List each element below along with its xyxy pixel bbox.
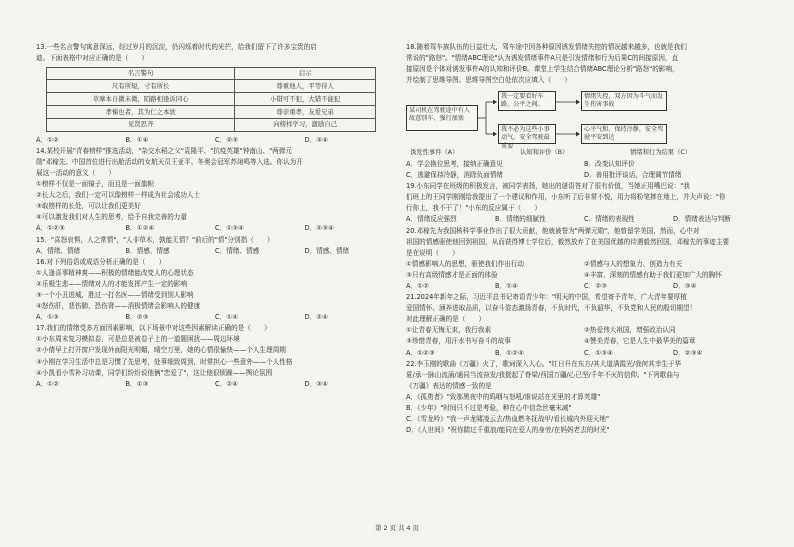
option: B．①②④	[125, 224, 155, 233]
option: A．①②	[36, 135, 59, 144]
table-cell: 见贤思齐	[47, 118, 235, 131]
q22-choice: A．《孤勇者》"致那黑夜中的呜咽与怒吼/谁说站在光里的才算英雄"	[406, 392, 601, 401]
option: C．②④	[215, 379, 239, 388]
q21-line: 爱国情怀、涵养进取品质，以奋斗姿态激扬青春，不负时代，不负韶华，不负党和人民的殷切期望！	[406, 304, 697, 313]
q14-line: ③取榜样的长处，可以让我们更美好	[36, 202, 141, 211]
table-cell: 尺有所短，寸有所长	[47, 80, 235, 93]
table-header-cell: 名言警句	[47, 67, 235, 80]
cognition-box-top: 我一定要看好车路，公平之间。	[498, 91, 556, 111]
statement: ②热爱伟大祖国，增强政治认同	[584, 326, 676, 335]
table-row	[47, 93, 376, 106]
table-cell: 向榜样学习，激励自己	[235, 118, 376, 131]
q22-choice: D．《人世间》"祝你踏过千重浪/能同在爱人的身旁/在妈妈老去的时光"	[406, 426, 610, 435]
q18-line: 常说的"路怒"。"情绪ABC理论"认为诱发情绪事件A只是引发情绪和行为后果C的间接原因，直	[406, 54, 679, 63]
option: D．②③④	[304, 224, 334, 233]
option: B．①③	[125, 379, 149, 388]
q18-line: 并绘制了思维导图。思维导图空白处依次应填入（ ）	[406, 76, 571, 85]
q14-options	[36, 223, 394, 234]
table-row	[47, 80, 376, 93]
statement: ④赞美青春，它是人生中最华美的篇章	[584, 337, 696, 346]
q18-options-row	[406, 159, 762, 170]
diagram-label: 认知和评价（B）	[520, 148, 569, 156]
option: C．逃避保持冷静，消除负面情绪	[406, 171, 503, 180]
q20-line: 是在说明（ ）	[406, 248, 459, 257]
option: D．善用批评谈话，合理调节情绪	[584, 171, 682, 180]
option: C．①④	[215, 313, 239, 322]
option: B．①②④	[495, 348, 524, 357]
q16-line: ②乐极生悲——情绪对人的才能发挥产生一定的影响	[36, 279, 187, 288]
table-cell: 草摩本自微末微，陌路相逢诉同心	[47, 93, 235, 106]
q21-line: 对此理解正确的是（ ）	[406, 315, 486, 324]
q14-line: 勋"邓稼先、中国首位进行出舱活动的女航天员王亚平、冬奥会冠军苏翊鸣等入选。你认为开	[36, 157, 303, 166]
q14-line: ④可以激发我们对人生的思考，给予自我完善的力量	[36, 213, 187, 222]
table-cell: 孝悌也者，其为仁之本欤	[47, 106, 235, 119]
option: D．③④	[304, 379, 328, 388]
option: D．②③④	[673, 348, 703, 357]
q22-line: 夏/承一脉山流涌/通同当流奋发/我挺起了脊梁/西国万疆/心已坚/千年不灭的信仰。"下列歌曲与	[406, 370, 680, 379]
option: B．情绪的细腻性	[495, 215, 546, 224]
q22-line: 22.李玉刚的歌曲《万疆》火了，歌词深入人心。"红日升在东方/其大道满霞光/我何其幸生于华	[406, 359, 682, 368]
q19-options	[406, 214, 762, 225]
q22-choice: C．《雪龙吟》"我一声龙啸凌云去/热血燃冬抚战甲/看长城内外迎天地"	[406, 415, 610, 424]
option: C．②③	[584, 282, 608, 290]
q16-options	[36, 312, 394, 323]
q17-line: ①小东周末复习模拟卷，可是总是被卷子上的一道题困扰——周边环境	[36, 335, 240, 344]
q20-statement-row	[406, 259, 762, 270]
q13-table	[46, 67, 376, 132]
table-header-row	[47, 67, 376, 80]
q17-line: ③小刚在学习生活中总是习惯了先思考，处事细致周到，时常担心一些意外——个人性格	[36, 357, 293, 366]
cognition-box-bottom: 我不必为这些小事动气，安全驾驶最重要	[498, 124, 556, 144]
option: C．情绪、情感	[215, 246, 260, 255]
option: A．学会换位思考，接纳正确意见	[406, 159, 503, 168]
q21-line: 21.2024年新年之际，习近平总书记寄语青少年："明天的中国，希望寄予青年，广大青年要厚植	[406, 293, 687, 302]
q20-line: 祖国的情感驱使他回到祖国，从而获得博士学位后，毅然放弃了在美国优越的待遇毅然回国，邓稼先的事迹主要	[406, 237, 730, 246]
q16-line: 16.对下列俗语或成语分析正确的是（ ）	[36, 257, 166, 266]
option: C．情绪的表现性	[584, 215, 635, 224]
table-cell: 尊亲重孝，友爱兄弟	[235, 106, 376, 119]
option: B．①④	[125, 135, 149, 144]
option: A．情绪、情绪	[36, 246, 81, 255]
q17-options	[36, 379, 394, 390]
statement: ③只有高级情感才是正面的体验	[406, 270, 498, 279]
option: A．①②	[36, 379, 59, 388]
statement: ④丰富、深刻的情感有助于我们更加广大的胸怀	[584, 270, 722, 279]
q20-line: 20.邓稼先为我国核科学事业作出了很大贡献，他就被誉为"两弹元勋"，他曾留学美国，然而，心中对	[406, 226, 700, 235]
page-footer: 第 2 页 共 4 页	[375, 524, 419, 532]
option: A．①②③	[406, 348, 435, 357]
option: D．情绪表达与判断	[673, 215, 731, 224]
table-header-cell: 启示	[235, 67, 376, 80]
table-row	[47, 106, 376, 119]
q19-line: 19.小东同学在班级的积极发言，被同学表扬，她出的谜语答对了很有价值，当她正用嘴巴说："我	[406, 182, 690, 191]
table-row	[47, 118, 376, 131]
right-column	[406, 42, 762, 436]
option: B．①④	[495, 282, 518, 290]
q14-line: 展这一活动的意义（ ）	[36, 168, 116, 177]
statement: ①情感影响人的思想，驱使我们作出行动	[406, 259, 525, 268]
q20-options	[406, 281, 762, 292]
q21-statement-row	[406, 336, 762, 347]
q18-line: 18.随着驾车族队伍的日益壮大，驾车途中因各种原因诱发情绪失控的情况越来越多，也就是我们	[406, 43, 687, 51]
q14-line: ①榜样不仅是一面镜子，而且是一面旗帜	[36, 180, 155, 189]
option: C．②③	[215, 135, 239, 144]
q15-stem: 15．"喜怒哀惧，人之常情"，"人非草木，孰能无情？"前后的"情"分别指（ ）	[36, 235, 274, 244]
q16-line: ④怒伤肝，悲伤肺，恐伤肾——消极情绪会影响人的健康	[36, 302, 201, 311]
diagram-labels	[410, 148, 762, 159]
q22-line: 《万疆》表达的情感一致的是	[406, 381, 492, 390]
q19-line: 行你上，我不干了！"小东的反应属于（ ）	[406, 204, 541, 213]
option: B．情感、情感	[125, 246, 170, 255]
q13-options	[36, 135, 394, 146]
option: A．①②	[406, 282, 429, 290]
diagram-label: 情绪和行为结果（C）	[630, 148, 692, 156]
result-box-bottom: 心平气和，保持冷静，安全驾驶平安到达	[581, 124, 667, 144]
option: C．①③④	[215, 224, 244, 233]
left-column	[36, 42, 394, 390]
option: D．③④	[304, 135, 328, 144]
q17-line: 17.我们的情绪受多方面因素影响，以下场景中对这些因素解读正确的是（ ）	[36, 324, 271, 333]
table-cell: 尊重他人，平等待人	[235, 80, 376, 93]
q13-stem: 13.一些名言警句寓意深远，经过岁月的沉淀，仍闪烁着时代的光芒，给我们留下了许多宝贵的启	[36, 43, 317, 51]
statement: ②情感与人的想象力、创造力有关	[584, 259, 683, 268]
event-box: 某司机在驾驶途中有人故意别车、强行加塞	[406, 105, 478, 131]
q19-line: 们班上的王同学刚刚给我提出了一个建议和作用，小东听了后非常不悦，用力将粉笔摔在地上，并大声说："你	[406, 193, 726, 202]
mind-map-diagram	[406, 89, 762, 150]
q21-statement-row	[406, 325, 762, 336]
q16-line: ①人逢喜事精神爽——积极的情绪能改变人的心理状态	[36, 268, 194, 277]
q20-statement-row	[406, 270, 762, 281]
q17-line: ②小倩早上打开窗户发现外面阳光明媚，晴空万里，她的心情很愉快——个人生理周期	[36, 346, 286, 355]
option: B．改变认知评价	[584, 159, 635, 168]
option: A．情绪反应强烈	[406, 215, 457, 224]
q16-line: ③一个小丑进城，胜过一打名医——情绪受到别人影响	[36, 290, 194, 299]
q17-line: ④小凯看小雪补习功课，同学们纷纷说他俩"恋爱了"，这让他很烦躁——舆论氛围	[36, 368, 273, 377]
option: A．①③	[36, 313, 59, 322]
option: D．情感、情绪	[304, 246, 350, 255]
option: A．①②③	[36, 224, 65, 233]
q18-options-row	[406, 170, 762, 181]
q21-options	[406, 348, 762, 359]
q14-line: ②长大之后，我们一定可以像榜样一样成为社会成功人士	[36, 191, 201, 200]
q18-line: 接原因是个体对诱发事件A的认知和评价B。课堂上学生结合情绪ABC理论分析"路怒"的影响，	[406, 65, 679, 74]
q13-stem-cont: 迪。下面表格中对应正确的是（ ）	[36, 54, 149, 63]
option: B．②③	[125, 313, 149, 322]
option: D．②④	[304, 313, 328, 322]
q14-line: 14.某校开展"青春榜样"推选活动，"杂交水稻之父"袁隆平、"抗疫英雄"钟南山、"两弹元	[36, 146, 292, 155]
diagram-label: 诱发性事件（A）	[410, 148, 459, 156]
q15-options	[36, 246, 394, 257]
table-cell: 小错可不犯，大错不能犯	[235, 93, 376, 106]
statement: ①让青春无悔无束，我行我素	[406, 326, 492, 335]
option: C．①③④	[584, 348, 613, 357]
statement: ③珍惜青春，用汗水书写奋斗的故事	[406, 337, 511, 346]
result-box-top: 情绪失控，双方因为斗气而发生伤害事故	[581, 91, 667, 111]
option: D．③④	[673, 282, 697, 290]
q22-choice: B．《少年》"时间只不过是考验，种在心中信念丝毫未减"	[406, 404, 572, 413]
